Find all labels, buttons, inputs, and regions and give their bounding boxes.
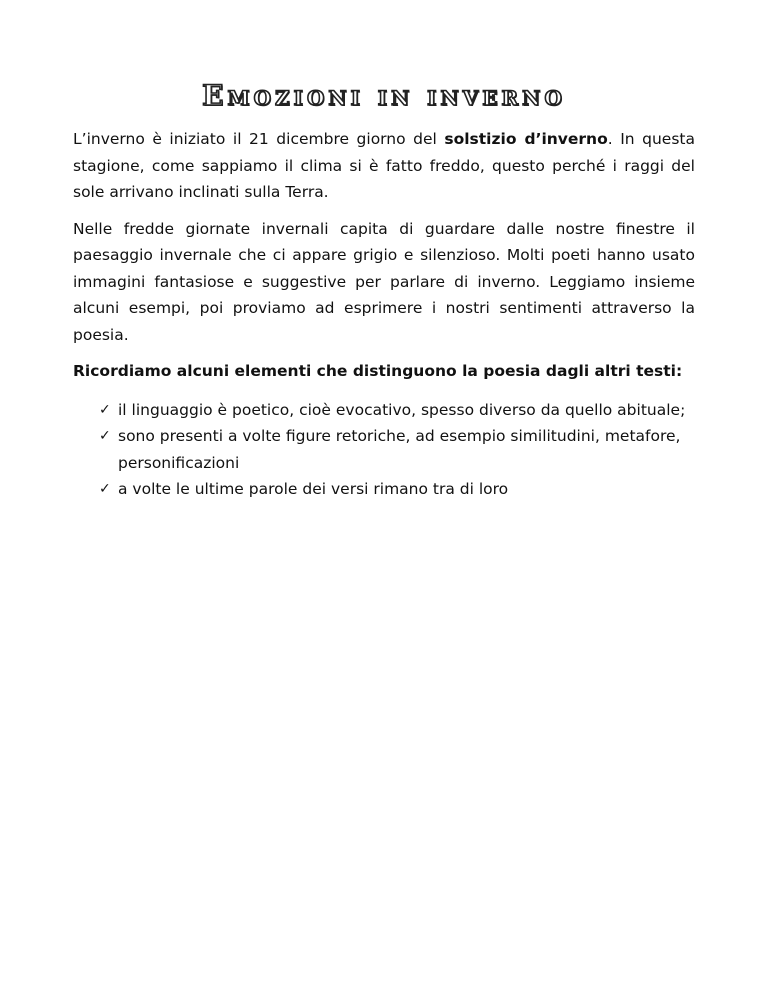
list-item <box>99 476 695 503</box>
list-item <box>99 423 695 476</box>
list-item-text: il linguaggio è poetico, cioè evocativo, spesso diverso da quello abituale; <box>118 400 686 419</box>
check-icon: ✓ <box>99 428 111 444</box>
list-item-text: a volte le ultime parole dei versi rimano tra di loro <box>118 480 509 498</box>
poetry-elements-list <box>73 397 695 503</box>
check-icon: ✓ <box>99 481 111 497</box>
page-title: Emozioni in inverno <box>202 79 566 112</box>
list-heading: Ricordiamo alcuni elementi che distinguono la poesia dagli altri testi: <box>73 362 683 380</box>
document-body <box>73 126 695 503</box>
second-paragraph: Nelle fredde giornate invernali capita di guardare dalle nostre finestre il paesaggio invernale che ci appare grigio e silenzioso. Molti poeti hanno usato immagini fantasiose e suggestive per parlare di inverno. Leggiamo insieme alcuni esempi, poi proviamo ad esprimere i nostri sentimenti attraverso la poesia. <box>73 219 695 344</box>
intro-paragraph <box>73 126 695 206</box>
list-item-text: sono presenti a volte figure retoriche, ad esempio similitudini, metafore, personificazioni <box>118 427 681 472</box>
check-icon: ✓ <box>99 401 111 418</box>
intro-text-end: . In questa stagione, come sappiamo il clima si è fatto freddo, questo perché i raggi del sole arrivano inclinati sulla Terra. <box>73 130 695 201</box>
intro-text-start: L’inverno è iniziato il 21 dicembre giorno del <box>73 130 445 148</box>
intro-bold-term: solstizio d’inverno <box>444 130 608 148</box>
list-item <box>99 397 695 424</box>
